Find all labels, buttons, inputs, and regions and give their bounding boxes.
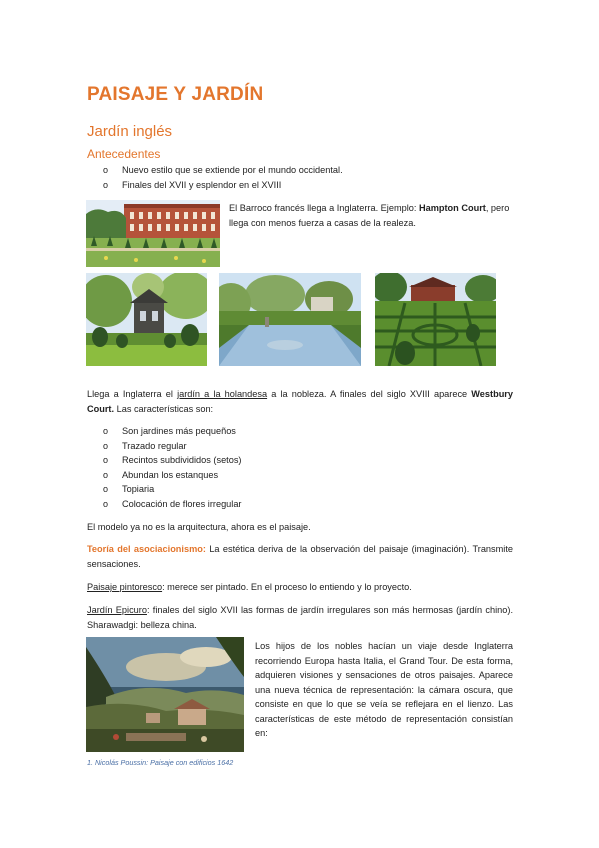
bullet-icon: o bbox=[103, 179, 109, 190]
bullet-icon: o bbox=[103, 165, 109, 175]
list-item: o Recintos subdivididos (setos) bbox=[103, 453, 242, 468]
list-item: o Son jardines más pequeños bbox=[103, 424, 242, 439]
asociacionismo-label: Teoría del asociacionismo: bbox=[87, 544, 206, 554]
epicuro-label: Jardín Epicuro bbox=[87, 605, 147, 615]
subsection-heading: Antecedentes bbox=[87, 147, 161, 161]
list-item: o Topiaria bbox=[103, 482, 242, 497]
hampton-paragraph: El Barroco francés llega a Inglaterra. Ejemplo: Hampton Court, pero llega con menos fuerza a casas de la realeza. bbox=[229, 203, 510, 228]
pintoresco-label: Paisaje pintoresco bbox=[87, 582, 163, 592]
list-item: o Abundan los estanques bbox=[103, 468, 242, 483]
list-item: o Trazado regular bbox=[103, 439, 242, 454]
modelo-paragraph: El modelo ya no es la arquitectura, ahora es el paisaje. bbox=[87, 522, 311, 532]
antecedentes-list bbox=[103, 163, 343, 192]
list-item: o Finales del XVII y esplendor en el XVIII bbox=[103, 178, 343, 193]
bullet-icon: o bbox=[103, 426, 109, 436]
page-title: PAISAJE Y JARDÍN bbox=[87, 84, 264, 105]
bullet-icon: o bbox=[103, 469, 109, 480]
garden-house-photo bbox=[86, 273, 207, 366]
bullet-icon: o bbox=[103, 455, 109, 466]
bullet-icon: o bbox=[103, 484, 109, 495]
bullet-icon: o bbox=[103, 498, 109, 509]
epicuro-paragraph: Jardín Epicuro: finales del siglo XVII las formas de jardín irregulares son más hermosas (jardín chino). Sharawadgi: belleza china. bbox=[87, 605, 513, 630]
asociacionismo-paragraph: Teoría del asociacionismo: La estética deriva de la observación del paisaje (imaginación). Transmite sensaciones. bbox=[87, 544, 513, 569]
grand-tour-paragraph: Los hijos de los nobles hacían un viaje desde Inglaterra recorriendo Europa hasta Italia, el Grand Tour. De esta forma, adquieren visiones y sensaciones de otros paisajes. Aparece una nueva técnica de representación: la cámara oscura, que consiste en que lo que se veía se reflejara en el lienzo. Las características de este método de representación consistían en: bbox=[255, 641, 513, 738]
canal-garden-photo bbox=[219, 273, 361, 366]
list-item: o Nuevo estilo que se extiende por el mundo occidental. bbox=[103, 163, 343, 178]
poussin-painting bbox=[86, 637, 244, 752]
list-item: o Colocación de flores irregular bbox=[103, 497, 242, 512]
figure-caption: 1. Nicolás Poussin: Paisaje con edificios 1642 bbox=[87, 758, 234, 767]
holandesa-paragraph: Llega a Inglaterra el jardín a la holandesa a la nobleza. A finales del siglo XVIII aparece Westbury Court. Las características son: bbox=[87, 389, 513, 414]
caracteristicas-list bbox=[103, 424, 242, 512]
hampton-court-photo bbox=[86, 200, 220, 267]
section-heading: Jardín inglés bbox=[87, 123, 173, 140]
parterre-garden-photo bbox=[375, 273, 496, 366]
pintoresco-paragraph: Paisaje pintoresco: merece ser pintado. En el proceso lo entiendo y lo proyecto. bbox=[87, 582, 412, 592]
bullet-icon: o bbox=[103, 440, 109, 451]
